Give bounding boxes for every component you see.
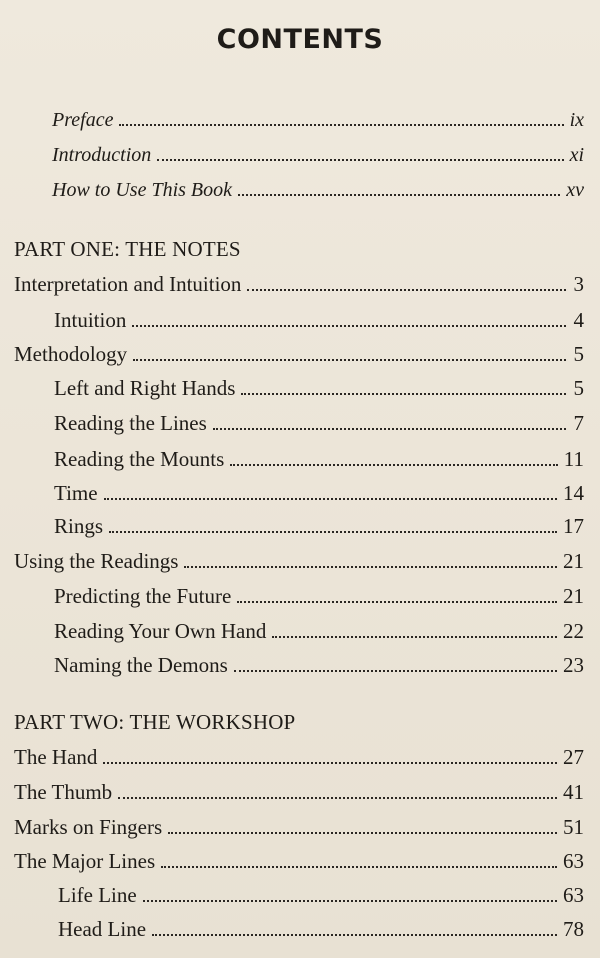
entry-label: Life Line xyxy=(58,883,137,907)
toc-entry xyxy=(14,747,584,768)
toc-subentry xyxy=(54,516,584,537)
dot-leader xyxy=(237,601,557,603)
entry-page: 3 xyxy=(573,272,584,296)
entry-label: Methodology xyxy=(14,342,128,366)
toc-subentry xyxy=(54,483,584,504)
toc-entry-introduction xyxy=(52,145,584,165)
dot-leader xyxy=(132,325,566,327)
entry-label: Left and Right Hands xyxy=(54,376,236,400)
toc-entry-preface xyxy=(52,110,584,130)
entry-label: Reading Your Own Hand xyxy=(54,619,267,643)
dot-leader xyxy=(168,832,557,834)
entry-label: The Major Lines xyxy=(14,849,156,873)
entry-page: 63 xyxy=(563,883,584,907)
dot-leader xyxy=(247,289,566,291)
dot-leader xyxy=(157,159,563,161)
toc-entry xyxy=(14,551,584,572)
entry-page: 21 xyxy=(563,584,584,608)
toc-subentry xyxy=(58,885,584,906)
entry-label: Using the Readings xyxy=(14,549,179,573)
entry-label: Naming the Demons xyxy=(54,653,228,677)
entry-label: Time xyxy=(54,481,98,505)
dot-leader xyxy=(118,797,557,799)
toc-entry xyxy=(14,782,584,803)
entry-label: Marks on Fingers xyxy=(14,815,163,839)
entry-page: 4 xyxy=(573,308,584,332)
entry-label: Head Line xyxy=(58,917,147,941)
entry-label: Interpretation and Intuition xyxy=(14,272,242,296)
dot-leader xyxy=(109,531,557,533)
dot-leader xyxy=(213,428,566,430)
dot-leader xyxy=(119,124,563,126)
toc-subentry xyxy=(54,310,584,331)
dot-leader xyxy=(133,359,566,361)
entry-page: 14 xyxy=(563,481,584,505)
dot-leader xyxy=(152,934,557,936)
entry-page: 22 xyxy=(563,619,584,643)
toc-subentry xyxy=(54,586,584,607)
entry-page: 63 xyxy=(563,849,584,873)
entry-page: 17 xyxy=(563,514,584,538)
entry-page: 7 xyxy=(573,411,584,435)
entry-page: 41 xyxy=(563,780,584,804)
dot-leader xyxy=(241,393,566,395)
toc-subentry xyxy=(54,449,584,470)
dot-leader xyxy=(272,636,557,638)
entry-label: Reading the Mounts xyxy=(54,447,225,471)
entry-label: The Thumb xyxy=(14,780,113,804)
part-two-heading: PART TWO: THE WORKSHOP xyxy=(14,710,296,734)
entry-label: Reading the Lines xyxy=(54,411,207,435)
dot-leader xyxy=(230,464,557,466)
part-one-heading: PART ONE: THE NOTES xyxy=(14,237,241,261)
entry-page: 78 xyxy=(563,917,584,941)
toc-entry xyxy=(14,851,584,872)
toc-subentry xyxy=(58,919,584,940)
entry-page: 11 xyxy=(563,447,584,471)
dot-leader xyxy=(161,866,557,868)
dot-leader xyxy=(143,900,557,902)
toc-subentry xyxy=(54,413,584,434)
entry-label: Rings xyxy=(54,514,104,538)
entry-page: 21 xyxy=(563,549,584,573)
entry-label: Intuition xyxy=(54,308,127,332)
toc-entry-how-to-use xyxy=(52,180,584,200)
entry-label: Preface xyxy=(52,109,114,131)
entry-label: Predicting the Future xyxy=(54,584,232,608)
entry-page: 23 xyxy=(563,653,584,677)
dot-leader xyxy=(234,670,557,672)
dot-leader xyxy=(103,762,557,764)
entry-label: How to Use This Book xyxy=(52,179,232,201)
entry-label: Introduction xyxy=(52,144,152,166)
toc-entry xyxy=(14,344,584,365)
entry-page: 51 xyxy=(563,815,584,839)
dot-leader xyxy=(104,498,557,500)
entry-page: 5 xyxy=(573,342,584,366)
toc-subentry xyxy=(54,621,584,642)
entry-page: 27 xyxy=(563,745,584,769)
toc-entry xyxy=(14,817,584,838)
dot-leader xyxy=(184,566,557,568)
entry-page: xi xyxy=(569,144,584,166)
toc-entry xyxy=(14,274,584,295)
entry-label: The Hand xyxy=(14,745,98,769)
toc-subentry xyxy=(54,378,584,399)
toc-subentry xyxy=(54,655,584,676)
entry-page: ix xyxy=(569,109,584,131)
entry-page: xv xyxy=(566,179,584,201)
contents-title: CONTENTS xyxy=(216,24,384,55)
entry-page: 5 xyxy=(573,376,584,400)
dot-leader xyxy=(238,194,560,196)
